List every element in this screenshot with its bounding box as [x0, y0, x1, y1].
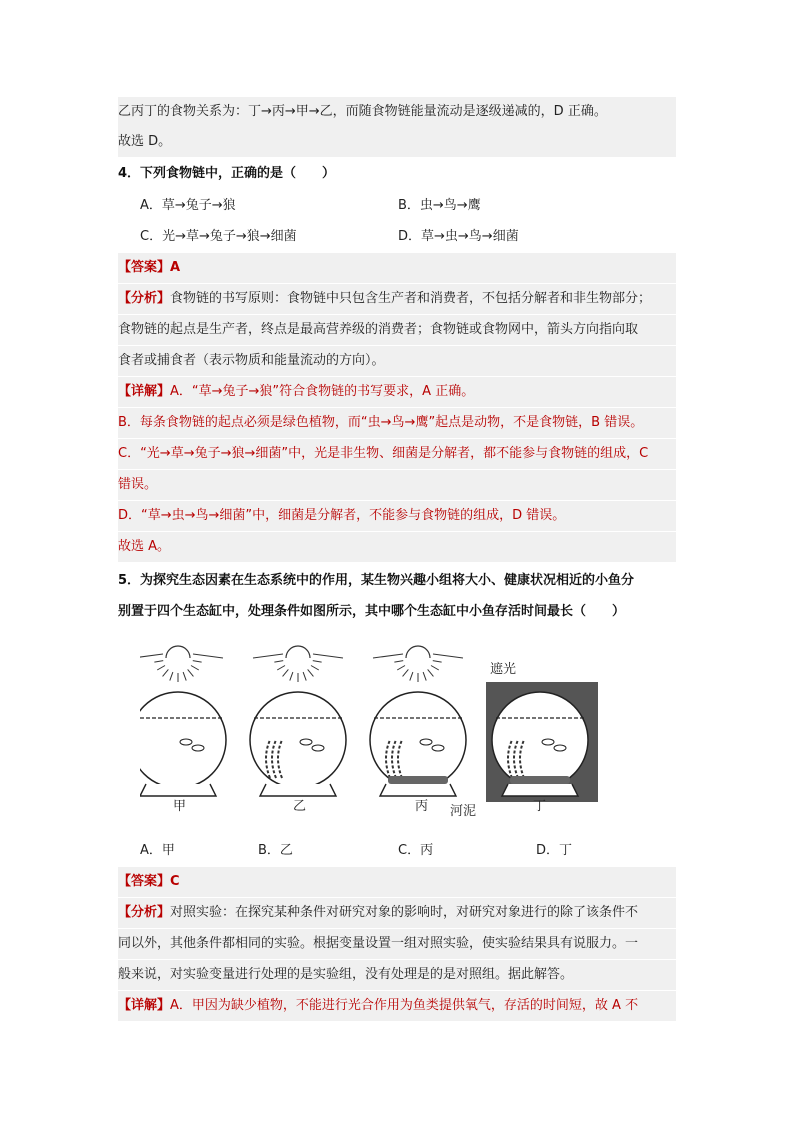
- sun-ray: [193, 661, 202, 663]
- prev-explanation-line: 乙丙丁的食物关系为：丁→丙→甲→乙，而随食物链能量流动是逐级递减的，D 正确。: [118, 97, 676, 127]
- sun-ray: [308, 669, 314, 676]
- q5-detail-1: 【详解】A．甲因为缺少植物，不能进行光合作用为鱼类提供氧气，存活的时间短，故 A 不: [118, 991, 676, 1021]
- q4-detail-4: 错误。: [118, 470, 676, 500]
- sun-ray: [170, 672, 173, 680]
- sun-ray: [277, 666, 285, 671]
- sun-ray: [188, 669, 194, 676]
- fish-icon: [312, 745, 324, 751]
- sun-ray: [403, 669, 409, 676]
- shade-label: 遮光: [490, 662, 517, 677]
- sun-ray: [283, 669, 289, 676]
- q5-analysis-2: 同以外，其他条件都相同的实验。根据变量设置一组对照实验，使实验结果具有说服力。一: [118, 929, 676, 959]
- sun-ray: [313, 654, 343, 658]
- answer-tag: 【答案】: [118, 260, 171, 275]
- tank-label-bing: 丙: [415, 799, 429, 814]
- q4-detail-5: D．“草→虫→鸟→细菌”中，细菌是分解者，不能参与食物链的组成，D 错误。: [118, 501, 676, 531]
- fish-icon: [432, 745, 444, 751]
- q5-option-b: B．乙: [258, 843, 293, 858]
- tank-label-ding: 丁: [533, 799, 547, 814]
- sun-ray: [311, 666, 319, 671]
- sun-icon: [166, 646, 190, 658]
- q4-option-b: B．虫→鸟→鹰: [398, 198, 481, 213]
- sun-ray: [140, 654, 163, 658]
- q4-stem: 4．下列食物链中，正确的是（ ）: [118, 166, 336, 181]
- q5-analysis-1: 【分析】对照实验：在探究某种条件对研究对象的影响时，对研究对象进行的除了该条件不: [118, 898, 676, 928]
- sun-ray: [191, 666, 199, 671]
- q5-analysis-3: 般来说，对实验变量进行处理的是实验组，没有处理是的是对照组。据此解答。: [118, 960, 676, 990]
- sun-ray: [154, 661, 163, 663]
- sun-ray: [373, 654, 403, 658]
- q4-analysis-2: 食物链的起点是生产者，终点是最高营养级的消费者；食物链或食物网中，箭头方向指向取: [118, 315, 676, 345]
- sun-ray: [157, 666, 165, 671]
- fish-icon: [554, 745, 566, 751]
- fish-icon: [542, 739, 554, 745]
- sun-ray: [303, 672, 306, 680]
- sun-ray: [290, 672, 293, 680]
- q4-detail-1: 【详解】A．“草→兔子→狼”符合食物链的书写要求，A 正确。: [118, 377, 676, 407]
- prev-conclusion-line: 故选 D。: [118, 127, 676, 157]
- tank-label-yi: 乙: [293, 799, 307, 814]
- fishbowl: [492, 692, 588, 788]
- q5-option-c: C．丙: [398, 843, 434, 858]
- sun-ray: [313, 661, 322, 663]
- sun-icon: [286, 646, 310, 658]
- sun-ray: [423, 672, 426, 680]
- answer-value: A: [170, 260, 181, 275]
- tank-label-jia: 甲: [173, 799, 187, 814]
- q5-stem-2: 别置于四个生态缸中，处理条件如图所示，其中哪个生态缸中小鱼存活时间最长（ ）: [118, 604, 626, 619]
- fish-icon: [180, 739, 192, 745]
- sun-ray: [410, 672, 413, 680]
- q4-option-c: C．光→草→兔子→狼→细菌: [140, 229, 297, 244]
- fish-icon: [420, 739, 432, 745]
- q4-analysis-1: 【分析】食物链的书写原则：食物链中只包含生产者和消费者，不包括分解者和非生物部分；: [118, 284, 676, 314]
- q5-answer: 【答案】C: [118, 867, 676, 897]
- fish-icon: [192, 745, 204, 751]
- fishbowl: [370, 692, 466, 788]
- q5-option-a: A．甲: [140, 843, 175, 858]
- q5-stem-1: 5．为探究生态因素在生态系统中的作用，某生物兴趣小组将大小、健康状况相近的小鱼分: [118, 573, 635, 588]
- sun-ray: [394, 661, 403, 663]
- fish-icon: [300, 739, 312, 745]
- sun-ray: [428, 669, 434, 676]
- sun-ray: [163, 669, 169, 676]
- fish-tank-figure: [140, 640, 610, 820]
- q4-conclusion: 故选 A。: [118, 532, 676, 562]
- sun-ray: [193, 654, 223, 658]
- q4-detail-2: B．每条食物链的起点必须是绿色植物，而“虫→鸟→鹰”起点是动物，不是食物链，B 错误。: [118, 408, 676, 438]
- sun-ray: [397, 666, 405, 671]
- fish-tank-illustration: [140, 640, 610, 820]
- sun-icon: [406, 646, 430, 658]
- q4-detail-3: C．“光→草→兔子→狼→细菌”中，光是非生物、细菌是分解者，都不能参与食物链的组成，C: [118, 439, 676, 469]
- q4-option-a: A．草→兔子→狼: [140, 198, 236, 213]
- sun-ray: [431, 666, 439, 671]
- q4-analysis-3: 食者或捕食者（表示物质和能量流动的方向）。: [118, 346, 676, 376]
- river-mud: [510, 776, 570, 784]
- q4-answer: [118, 253, 676, 283]
- river-mud: [388, 776, 448, 784]
- q4-option-d: D．草→虫→鸟→细菌: [398, 229, 519, 244]
- q5-option-d: D．丁: [536, 843, 573, 858]
- mud-label: 河泥: [450, 804, 477, 819]
- sun-ray: [274, 661, 283, 663]
- sun-ray: [433, 661, 442, 663]
- sun-ray: [433, 654, 463, 658]
- fishbowl: [250, 692, 346, 788]
- sun-ray: [183, 672, 186, 680]
- sun-ray: [253, 654, 283, 658]
